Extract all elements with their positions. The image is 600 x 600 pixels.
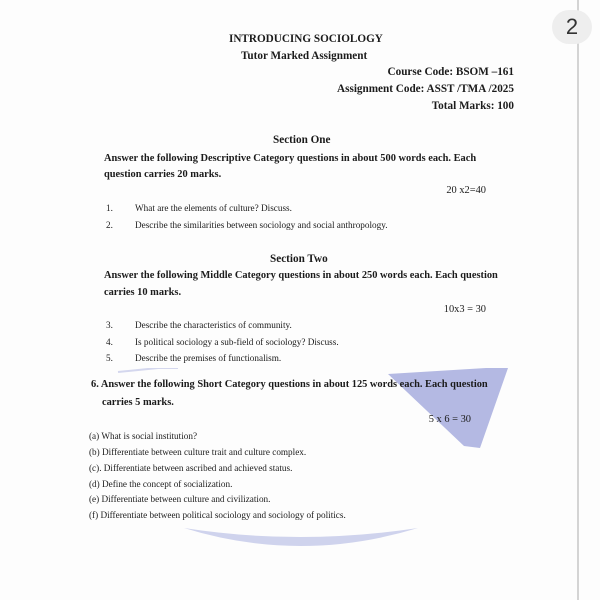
- section-two-marks: 10x3 = 30: [443, 304, 486, 315]
- total-marks: Total Marks: 100: [431, 100, 514, 112]
- section-three-instruction: 6. Answer the following Short Category questions in about 125 words each. Each question: [91, 379, 488, 390]
- short-question-item: (e) Differentiate between culture and civilization.: [89, 494, 271, 504]
- section-three-marks: 5 x 6 = 30: [428, 414, 471, 425]
- question-text: What are the elements of culture? Discuss.: [135, 203, 292, 213]
- short-question-item: (c). Differentiate between ascribed and achieved status.: [89, 463, 293, 473]
- section-one-instruction: Answer the following Descriptive Category questions in about 500 words each. Each: [104, 153, 477, 164]
- section-one-instruction-cont: question carries 20 marks.: [104, 169, 222, 180]
- short-question-item: (a) What is social institution?: [89, 431, 198, 441]
- section-three-instruction-cont: carries 5 marks.: [102, 397, 174, 408]
- question-number: 5.: [106, 353, 113, 363]
- document-title: INTRODUCING SOCIOLOGY: [229, 33, 383, 45]
- short-question-item: (b) Differentiate between culture trait and culture complex.: [89, 447, 307, 457]
- page-number-badge: 2: [552, 10, 592, 44]
- assignment-code: Assignment Code: ASST /TMA /2025: [337, 83, 514, 95]
- question-text: Describe the premises of functionalism.: [135, 353, 282, 363]
- section-two-instruction: Answer the following Middle Category questions in about 250 words each. Each question: [104, 270, 498, 281]
- section-one-marks: 20 x2=40: [446, 185, 486, 196]
- question-number: 1.: [106, 203, 113, 213]
- short-question-item: (d) Define the concept of socialization.: [89, 479, 233, 489]
- section-two-instruction-cont: carries 10 marks.: [104, 287, 182, 298]
- question-text: Describe the characteristics of community.: [135, 320, 292, 330]
- section-one-title: Section One: [273, 134, 331, 146]
- question-number: 3.: [106, 320, 113, 330]
- question-text: Is political sociology a sub-field of sociology? Discuss.: [135, 337, 339, 347]
- course-code: Course Code: BSOM –161: [387, 66, 514, 78]
- section-two-title: Section Two: [270, 253, 328, 265]
- document-subtitle: Tutor Marked Assignment: [241, 50, 368, 62]
- page-edge: [577, 0, 579, 600]
- short-question-item: (f) Differentiate between political sociology and sociology of politics.: [89, 510, 346, 520]
- question-number: 4.: [106, 337, 113, 347]
- question-number: 2.: [106, 220, 113, 230]
- question-text: Describe the similarities between sociology and social anthropology.: [135, 220, 388, 230]
